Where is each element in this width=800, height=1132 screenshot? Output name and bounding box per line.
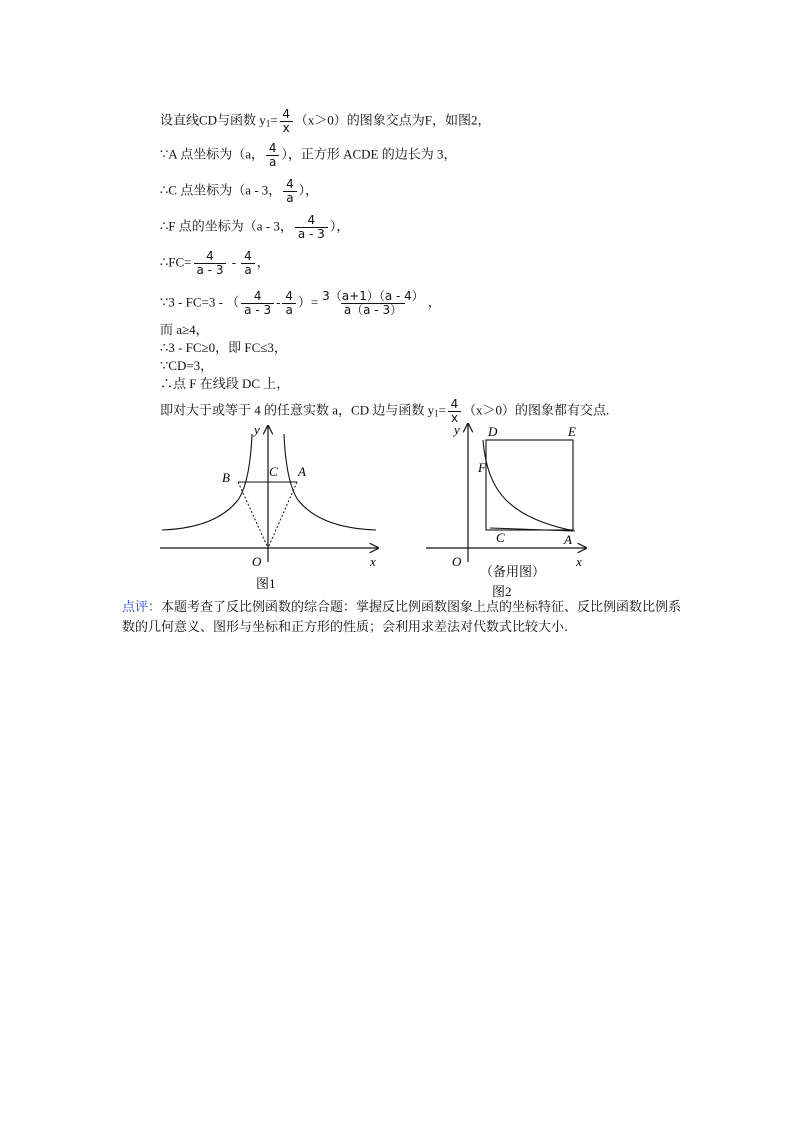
numerator: 4 <box>244 249 252 263</box>
line-text: ， <box>427 294 441 310</box>
denominator: x <box>448 411 461 425</box>
line-text: ），正方形 ACDE 的边长为 3， <box>281 146 457 162</box>
solution-line-8: ∴3 - FC≥0，即 FC≤3， <box>160 340 287 355</box>
denominator: a <box>266 155 279 169</box>
origin-label: O <box>252 554 262 569</box>
equals: = <box>270 112 278 128</box>
denominator: a（a - 3） <box>341 303 405 317</box>
solution-line-9: ∵CD=3， <box>160 358 214 373</box>
denominator: a - 3 <box>241 303 274 317</box>
point-label-a: A <box>298 464 306 479</box>
fraction <box>266 142 279 169</box>
axis-label-x: x <box>576 554 582 569</box>
hyperbola-right <box>284 434 376 530</box>
axis-label-x: x <box>370 554 376 569</box>
minus: - <box>276 294 281 310</box>
solution-line-6 <box>160 290 441 317</box>
point-label-b: B <box>222 470 230 485</box>
line-text: 设直线CD与函数 y <box>160 112 266 128</box>
commentary <box>122 598 692 638</box>
point-label-a: A <box>564 532 572 547</box>
numerator: 3（a+1）（a - 4） <box>322 289 424 303</box>
point-label-d: D <box>488 424 498 439</box>
line-text: ∵A 点坐标为（a， <box>160 146 264 162</box>
solution-line-10: ∴点 F 在线段 DC 上， <box>160 376 290 391</box>
fraction <box>280 108 293 135</box>
numerator: 4 <box>253 289 262 303</box>
denominator: x <box>280 121 293 135</box>
line-text: ∴C 点坐标为（a - 3， <box>160 182 282 198</box>
line-text: ）， <box>329 218 350 234</box>
axis-label-y: y <box>454 422 460 437</box>
fraction <box>320 290 426 317</box>
numerator: 4 <box>286 177 294 191</box>
solution-line-1 <box>160 108 491 135</box>
line-text: （x＞0）的图象都有交点. <box>463 402 610 418</box>
hyperbola-branch <box>483 440 575 531</box>
numerator: 4 <box>282 107 291 121</box>
numerator: 4 <box>268 141 277 155</box>
denominator: a <box>282 303 295 317</box>
fraction <box>295 214 328 241</box>
line-text: （x＞0）的图象交点为F，如图2， <box>294 112 491 128</box>
origin-label: O <box>452 554 462 569</box>
fraction <box>241 250 254 277</box>
subscript: 1 <box>434 408 439 419</box>
line-text: ∴F 点的坐标为（a - 3， <box>160 218 293 234</box>
numerator: 4 <box>206 249 214 263</box>
denominator: a <box>283 191 296 205</box>
fraction <box>282 290 295 317</box>
numerator: 4 <box>285 289 293 303</box>
figure-2 <box>426 422 586 599</box>
denominator: a - 3 <box>194 263 227 277</box>
commentary-text: 本题考查了反比例函数的综合题：掌握反比例函数图象上点的坐标特征、反比例函数比例系数的几何意义、图形与坐标和正方形的性质；会利用求差法对代数式比较大小. <box>122 600 682 635</box>
line-text: ∵3 - FC=3 - （ <box>160 294 240 310</box>
figures <box>0 420 800 620</box>
solution-line-3 <box>160 178 318 205</box>
line-text: ）， <box>298 182 319 198</box>
equals: = <box>438 402 446 418</box>
numerator: 4 <box>307 213 316 227</box>
fraction <box>194 250 227 277</box>
denominator: a <box>241 263 254 277</box>
point-label-c: C <box>496 530 505 545</box>
numerator: 4 <box>450 397 459 411</box>
point-label-f: F <box>478 460 486 475</box>
solution-line-7: 而 a≥4， <box>160 322 209 337</box>
reserve-figure-caption: （备用图） <box>480 564 546 579</box>
fraction <box>241 290 274 317</box>
line-text: ， <box>256 254 270 270</box>
equals: ）= <box>297 294 319 310</box>
point-label-c: C <box>269 464 278 479</box>
dashed-oa <box>268 482 297 548</box>
figure-caption: 图2 <box>492 584 512 599</box>
axis-label-y: y <box>254 422 260 437</box>
figure-caption: 图1 <box>256 576 276 591</box>
denominator: a - 3 <box>295 227 328 241</box>
fraction <box>283 178 296 205</box>
commentary-label: 点评： <box>122 600 162 615</box>
point-label-e: E <box>568 424 576 439</box>
line-text: 即对大于或等于 4 的任意实数 a，CD 边与函数 y <box>160 402 435 418</box>
figure-1 <box>160 422 378 591</box>
minus: - <box>228 254 240 270</box>
solution-line-2 <box>160 142 456 169</box>
subscript: 1 <box>265 118 271 129</box>
solution-line-4 <box>160 214 349 241</box>
line-text: ∴FC= <box>160 254 192 270</box>
solution-line-5 <box>160 250 270 277</box>
